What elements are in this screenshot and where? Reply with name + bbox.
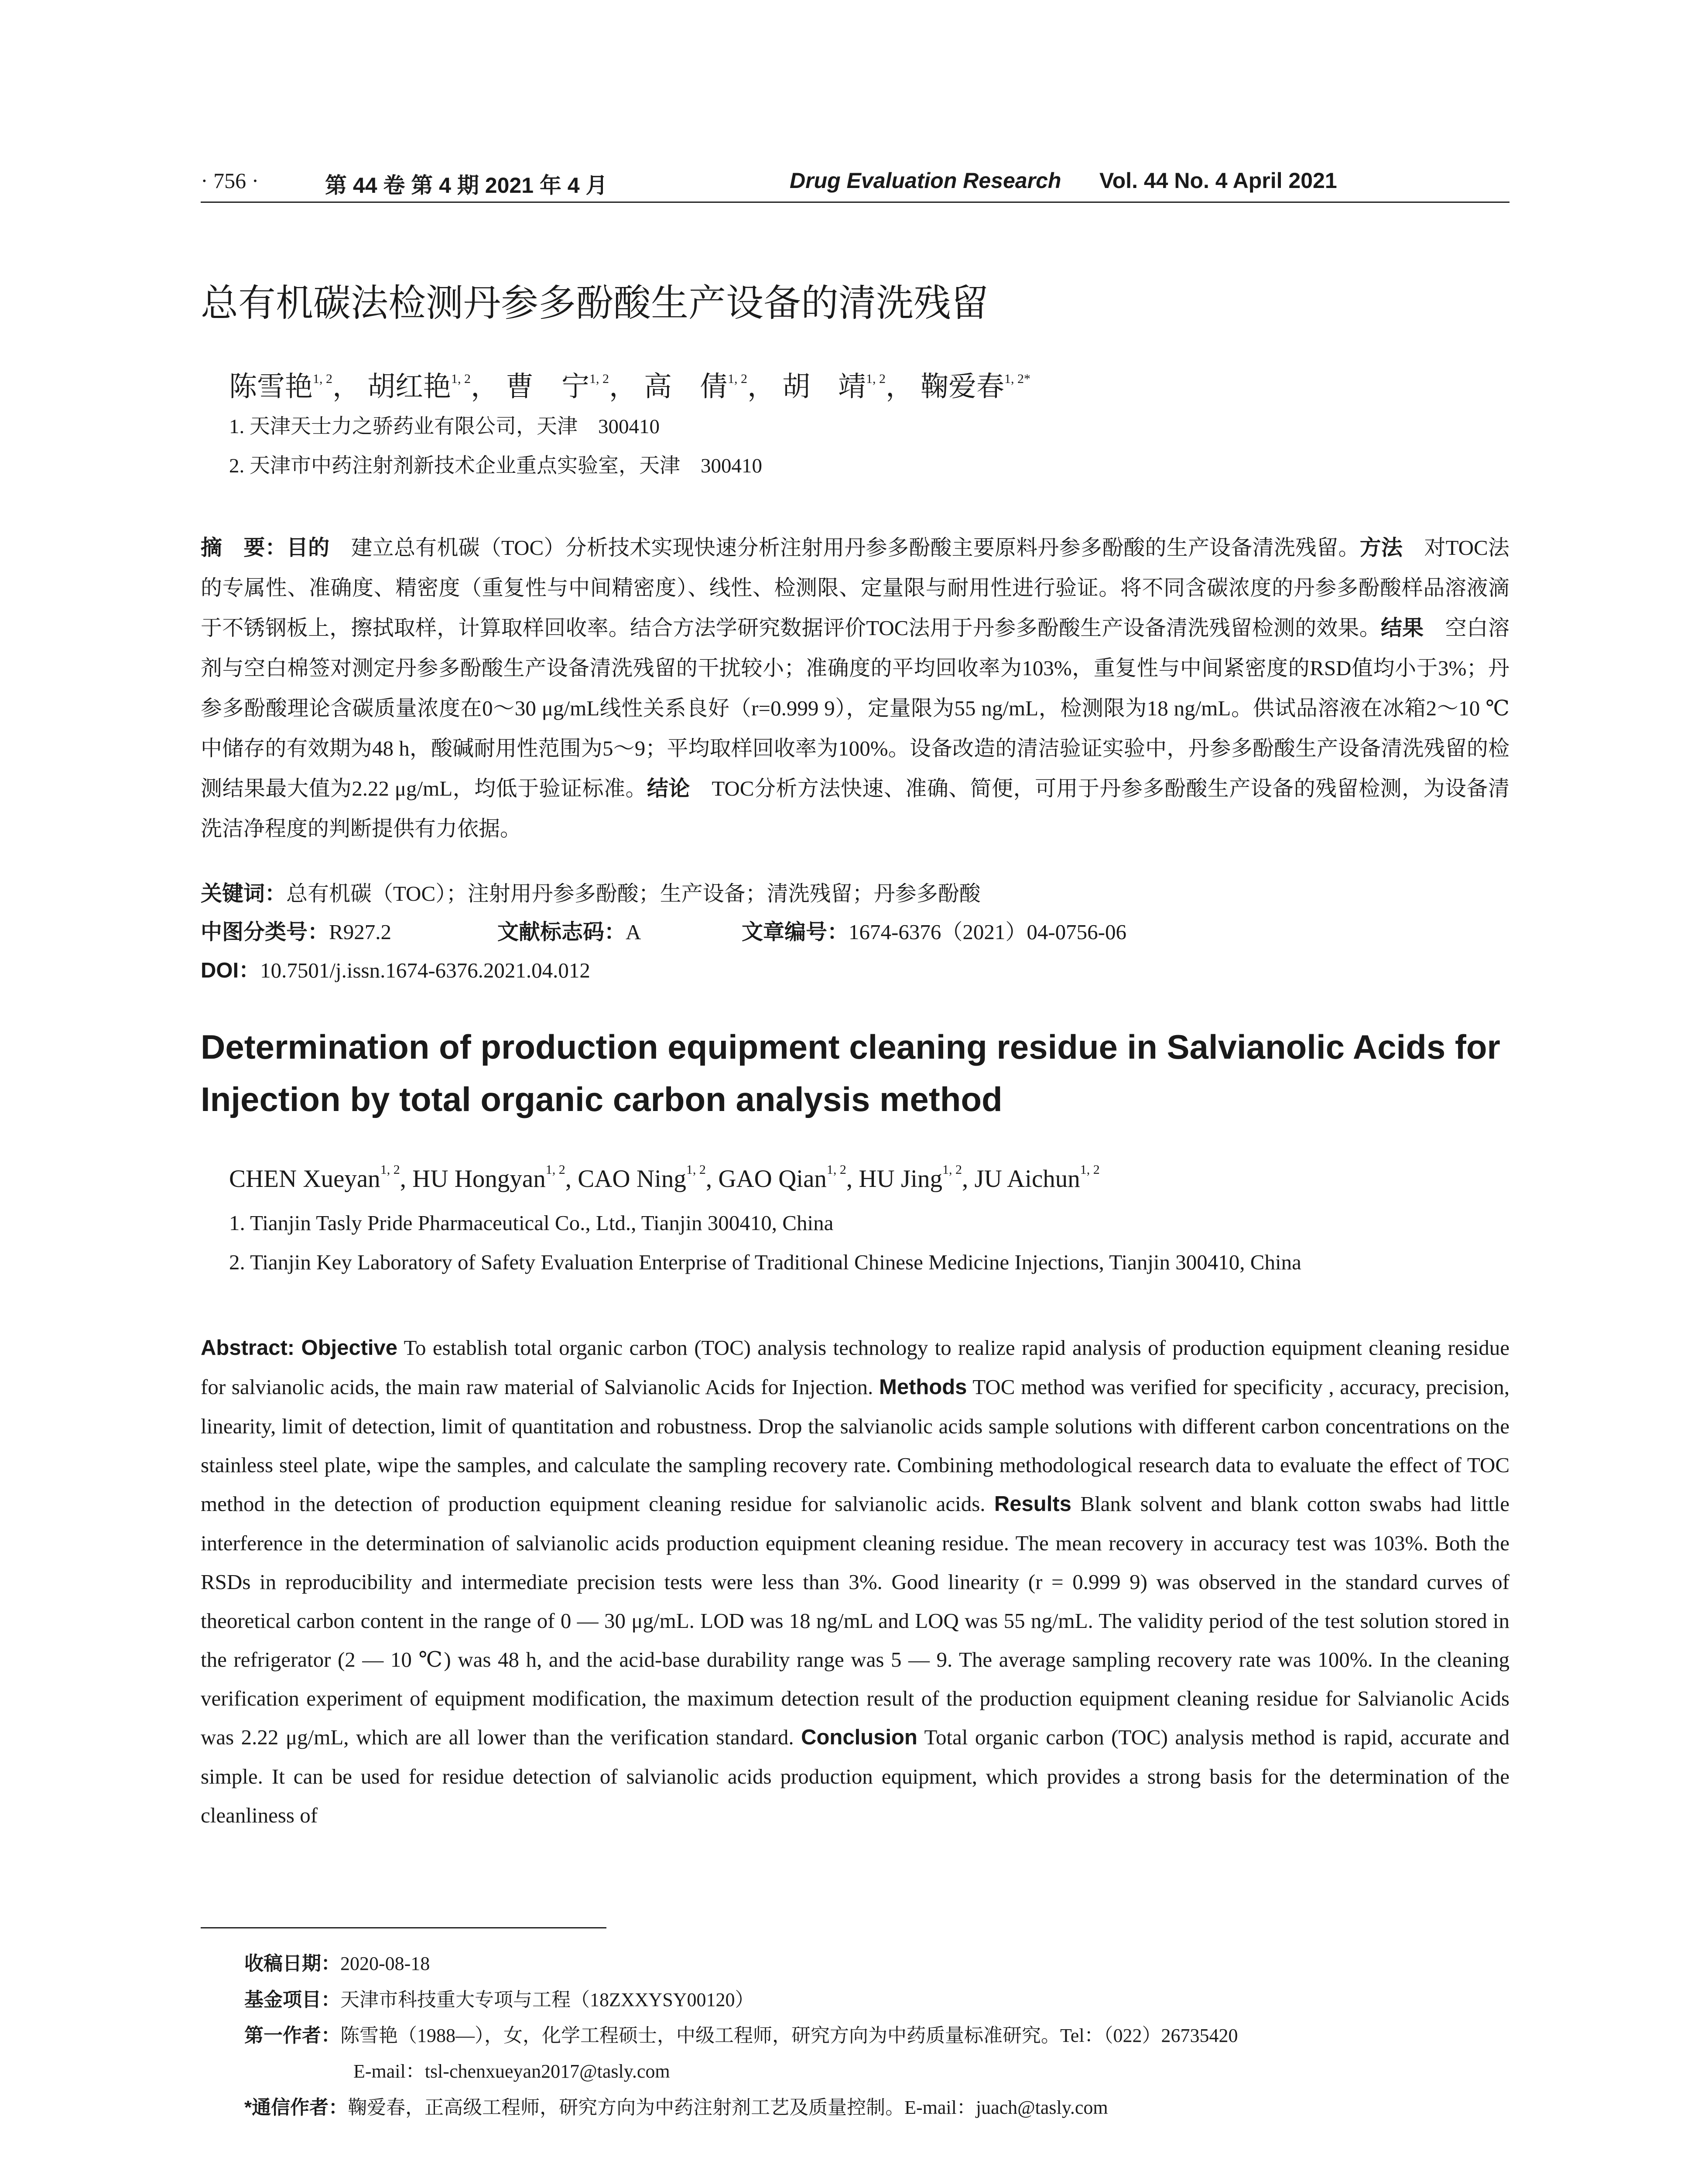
fund-label: 基金项目： (244, 1989, 340, 2010)
results-text: 空白溶剂与空白棉签对测定丹参多酚酸生产设备清洗残留的干扰较小；准确度的平均回收率为103%，重复性与中间紧密度的RSD值均小于3%；丹参多酚酸理论含碳质量浓度在0～30 μg/mL线性关系良好（r=0.999 9），定量限为55 ng/mL，检测限为18 ng/mL。供试品溶液在冰箱2～10 ℃中储存的有效期为48 h，酸碱耐用性范围为5～9；平均取样回收率为100%。设备改造的清洁验证实验中，丹参多酚酸生产设备清洗残留的检测结果最大值为2.22 μg/mL，均低于验证标准。 (201, 616, 1509, 800)
doi-label: DOI： (201, 959, 260, 982)
corresponding-label: *通信作者： (244, 2097, 348, 2118)
author-name: 曹 宁 (506, 371, 589, 402)
results-label: Results (994, 1492, 1071, 1516)
classification-line (201, 915, 1126, 946)
conclusion-text: TOC分析方法快速、准确、简便，可用于丹参多酚酸生产设备的残留检测，为设备清洗洁净程度的判断提供有力依据。 (201, 776, 1509, 841)
results-label: 结果 (1380, 616, 1424, 640)
english-abstract (201, 1328, 1509, 1835)
doi-value: 10.7501/j.issn.1674-6376.2021.04.012 (260, 958, 590, 982)
objective-text: To establish total organic carbon (TOC) analysis technology to realize rapid analysis of production equipment cleaning residue for salvianolic acids, the main raw material of Salvianolic Acids for Injection. (201, 1336, 1509, 1399)
doi-line (201, 954, 590, 984)
issue-info-cn: 第 44 卷 第 4 期 2021 年 4 月 (325, 173, 608, 198)
author-separator: , (846, 1165, 859, 1193)
methods-text: TOC method was verified for specificity , accuracy, precision, linearity, limit of detection, limit of quantitation and robustness. Drop the salvianolic acids sample solutions with different carbon concentrations on the stainless steel plate, wipe the samples, and calculate the sampling recovery rate. Combining methodological research data to evaluate the effect of TOC method in the detection of production equipment cleaning residue for salvianolic acids. (201, 1375, 1509, 1516)
conclusion-text: Total organic carbon (TOC) analysis method is rapid, accurate and simple. It can be used for residue detection of salvianolic acids production equipment, which provides a strong basis for the determination of the cleanliness of (201, 1725, 1510, 1827)
author-affiliation-mark: 1, 2 (866, 372, 886, 386)
author-affiliation-mark: 1, 2 (728, 372, 747, 386)
author-separator: ， (332, 371, 360, 402)
doc-code-label: 文献标志码： (497, 920, 626, 944)
conclusion-label: Conclusion (801, 1726, 917, 1749)
methods-label: Methods (879, 1375, 967, 1399)
author-affiliation-mark: 1, 2* (1004, 372, 1030, 386)
abstract-label: Abstract: (201, 1336, 295, 1360)
article-no-value: 1674-6376（2021）04-0756-06 (849, 920, 1126, 944)
author-name: 胡红艳 (367, 371, 451, 402)
author-affiliation-mark: 1, 2 (380, 1162, 400, 1177)
author-separator: , (400, 1165, 413, 1193)
clc-value: R927.2 (329, 920, 391, 944)
chinese-author-list (229, 364, 1030, 404)
author-affiliation-mark: 1, 2 (589, 372, 609, 386)
author-separator: ， (471, 371, 499, 402)
english-affiliation-1: 1. Tianjin Tasly Pride Pharmaceutical Co., Ltd., Tianjin 300410, China (229, 1211, 834, 1235)
keywords-text: 总有机碳（TOC）；注射用丹参多酚酸；生产设备；清洗残留；丹参多酚酸 (286, 882, 981, 906)
received-date: 2020-08-18 (340, 1953, 430, 1974)
chinese-affiliation-2: 2. 天津市中药注射剂新技术企业重点实验室，天津 300410 (229, 455, 762, 477)
footnote-fund (244, 1984, 754, 2012)
doc-code-value: A (626, 920, 641, 944)
author-separator: ， (886, 371, 914, 402)
abstract-label: 摘 要： (201, 536, 287, 560)
footnote-received (244, 1948, 430, 1976)
author-name: JU Aichun (974, 1165, 1080, 1193)
chinese-affiliation-1: 1. 天津天士力之骄药业有限公司，天津 300410 (229, 415, 660, 438)
author-affiliation-mark: 1, 2 (826, 1162, 846, 1177)
header-rule (201, 202, 1509, 203)
author-separator: ， (609, 371, 637, 402)
author-affiliation-mark: 1, 2 (942, 1162, 962, 1177)
chinese-title: 总有机碳法检测丹参多酚酸生产设备的清洗残留 (201, 282, 989, 324)
author-separator: , (565, 1165, 578, 1193)
author-separator: , (962, 1165, 975, 1193)
keywords-line (201, 877, 981, 907)
english-title: Determination of production equipment cleaning residue in Salvianolic Acids for Injection by total organic carbon analysis method (201, 1028, 1500, 1118)
objective-label: 目的 (286, 536, 330, 560)
results-text: Blank solvent and blank cotton swabs had little interference in the determination of salvianolic acids production equipment cleaning residue. The mean recovery in accuracy test was 103%. Both the RSDs in reproducibility and intermediate precision tests were less than 3%. Good linearity (r = 0.999 9) was observed in the standard curves of theoretical carbon content in the range of 0 — 30 μg/mL. LOD was 18 ng/mL and LOQ was 55 ng/mL. The validity period of the test solution stored in the refrigerator (2 — 10 ℃) was 48 h, and the acid-base durability range was 5 — 9. The average sampling recovery rate was 100%. In the cleaning verification experiment of equipment modification, the maximum detection result of the production equipment cleaning residue for Salvianolic Acids was 2.22 μg/mL, which are all lower than the verification standard. (201, 1492, 1510, 1749)
keywords-label: 关键词： (201, 882, 287, 906)
issue-info-en: Vol. 44 No. 4 April 2021 (1099, 168, 1337, 193)
author-affiliation-mark: 1, 2 (686, 1162, 706, 1177)
english-affiliation-2: 2. Tianjin Key Laboratory of Safety Evaluation Enterprise of Traditional Chinese Medicine Injections, Tianjin 300410, China (229, 1250, 1301, 1274)
author-name: 胡 靖 (782, 371, 866, 402)
chinese-abstract (201, 528, 1509, 849)
author-name: 高 倩 (644, 371, 728, 402)
fund-text: 天津市科技重大专项与工程（18ZXXYSY00120） (340, 1989, 754, 2010)
journal-name: Drug Evaluation Research (790, 168, 1061, 193)
author-separator: ， (747, 371, 775, 402)
first-author-label: 第一作者： (244, 2025, 340, 2046)
author-name: 陈雪艳 (229, 371, 313, 402)
article-no-field (742, 915, 1126, 946)
corresponding-text: 鞠爱春，正高级工程师，研究方向为中药注射剂工艺及质量控制。E-mail：juach@tasly.com (348, 2097, 1108, 2118)
author-name: CHEN Xueyan (229, 1165, 380, 1193)
objective-label: Objective (301, 1336, 398, 1360)
author-name: HU Jing (859, 1165, 942, 1193)
conclusion-label: 结论 (647, 777, 690, 800)
author-name: HU Hongyan (412, 1165, 546, 1193)
clc-field (201, 915, 497, 946)
methods-label: 方法 (1359, 536, 1403, 560)
footnote-corresponding (244, 2092, 1108, 2119)
author-name: 鞠爱春 (921, 371, 1004, 402)
first-author-text: 陈雪艳（1988—），女，化学工程硕士，中级工程师，研究方向为中药质量标准研究。Tel：（022）26735420 (340, 2025, 1238, 2046)
running-header (201, 168, 1509, 198)
author-name: GAO Qian (718, 1165, 827, 1193)
page-number: · 756 · (201, 168, 259, 193)
author-separator: , (705, 1165, 719, 1193)
article-no-label: 文章编号： (742, 920, 849, 944)
author-affiliation-mark: 1, 2 (313, 372, 332, 386)
clc-label: 中图分类号： (201, 920, 329, 944)
footnote-first-author (244, 2020, 1238, 2048)
footnote-rule (201, 1927, 606, 1928)
author-affiliation-mark: 1, 2 (451, 372, 471, 386)
methods-text: 对TOC法的专属性、准确度、精密度（重复性与中间精密度）、线性、检测限、定量限与耐用性进行验证。将不同含碳浓度的丹参多酚酸样品溶液滴于不锈钢板上，擦拭取样，计算取样回收率。结合方法学研究数据评价TOC法用于丹参多酚酸生产设备清洗残留检测的效果。 (201, 536, 1509, 640)
first-author-email: E-mail：tsl-chenxueyan2017@tasly.com (353, 2061, 670, 2082)
received-label: 收稿日期： (244, 1953, 340, 1974)
english-author-list (229, 1162, 1100, 1193)
objective-text: 建立总有机碳（TOC）分析技术实现快速分析注射用丹参多酚酸主要原料丹参多酚酸的生产设备清洗残留。 (351, 536, 1360, 560)
doc-code-field (497, 915, 742, 946)
author-name: CAO Ning (578, 1165, 686, 1193)
author-affiliation-mark: 1, 2 (1080, 1162, 1100, 1177)
author-affiliation-mark: 1, 2 (545, 1162, 565, 1177)
